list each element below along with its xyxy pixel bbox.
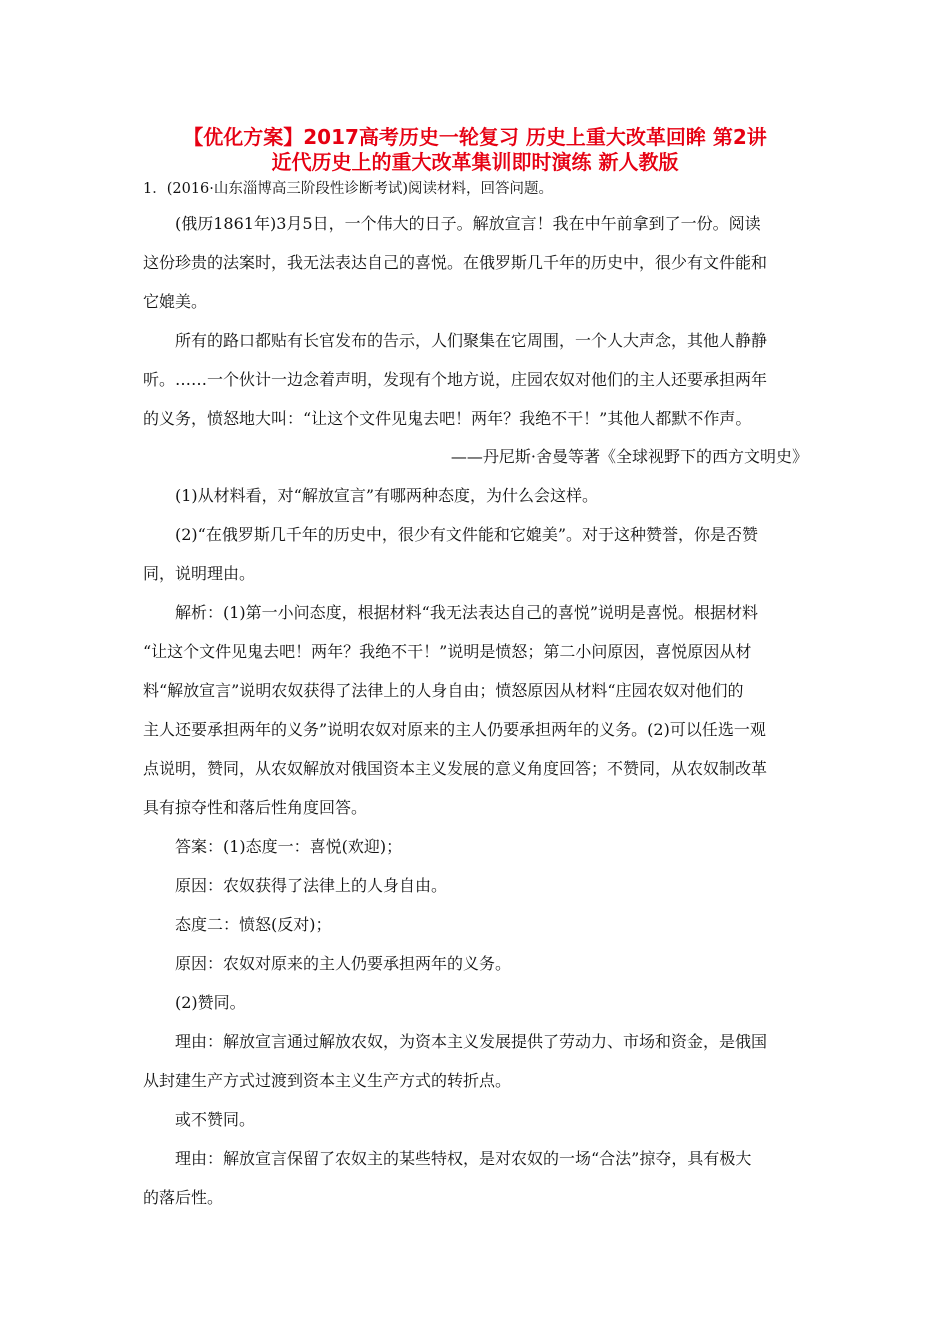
answer-line-1: 答案：(1)态度一：喜悦(欢迎)； xyxy=(143,837,403,856)
material-paragraph-1-line-3: 它媲美。 xyxy=(143,292,208,311)
answer-line-8: 或不赞同。 xyxy=(143,1110,256,1129)
material-source: ——丹尼斯·舍曼等著《全球视野下的西方文明史》 xyxy=(450,447,808,466)
analysis-line-3: 料“解放宣言”说明农奴获得了法律上的人身自由；愤怒原因从材料“庄园农奴对他们的 xyxy=(143,681,744,700)
question-1: (1)从材料看，对“解放宣言”有哪两种态度，为什么会这样。 xyxy=(143,486,599,505)
material-paragraph-1-line-1: (俄历1861年)3月5日，一个伟大的日子。解放宣言！我在中午前拿到了一份。阅读 xyxy=(143,214,761,233)
analysis-line-2: “让这个文件见鬼去吧！两年？我绝不干！”说明是愤怒；第二小问原因，喜悦原因从材 xyxy=(143,642,752,661)
analysis-line-1: 解析：(1)第一小问态度，根据材料“我无法表达自己的喜悦”说明是喜悦。根据材料 xyxy=(143,603,759,622)
material-paragraph-2-line-1: 所有的路口都贴有长官发布的告示，人们聚集在它周围，一个人大声念，其他人静静 xyxy=(143,331,768,350)
question-2-line-2: 同，说明理由。 xyxy=(143,564,256,583)
answer-line-3: 态度二：愤怒(反对)； xyxy=(143,915,332,934)
answer-line-2: 原因：农奴获得了法律上的人身自由。 xyxy=(143,876,448,895)
material-paragraph-1-line-2: 这份珍贵的法案时，我无法表达自己的喜悦。在俄罗斯几千年的历史中，很少有文件能和 xyxy=(143,253,768,272)
material-paragraph-2-line-3: 的义务，愤怒地大叫：“让这个文件见鬼去吧！两年？我绝不干！”其他人都默不作声。 xyxy=(143,409,752,428)
analysis-line-4: 主人还要承担两年的义务”说明农奴对原来的主人仍要承担两年的义务。(2)可以任选一观 xyxy=(143,720,766,739)
material-paragraph-2-line-2: 听。……一个伙计一边念着声明，发现有个地方说，庄园农奴对他们的主人还要承担两年 xyxy=(143,370,768,389)
answer-line-4: 原因：农奴对原来的主人仍要承担两年的义务。 xyxy=(143,954,512,973)
answer-line-6: 理由：解放宣言通过解放农奴，为资本主义发展提供了劳动力、市场和资金，是俄国 xyxy=(143,1032,768,1051)
analysis-line-6: 具有掠夺性和落后性角度回答。 xyxy=(143,798,368,817)
answer-line-5: (2)赞同。 xyxy=(143,993,246,1012)
document-title-line-2: 近代历史上的重大改革集训即时演练 新人教版 xyxy=(271,150,679,174)
question-header: 1．(2016·山东淄博高三阶段性诊断考试)阅读材料，回答问题。 xyxy=(143,181,554,197)
document-title-line-1: 【优化方案】2017高考历史一轮复习 历史上重大改革回眸 第2讲 xyxy=(183,125,767,149)
question-2-line-1: (2)“在俄罗斯几千年的历史中，很少有文件能和它媲美”。对于这种赞誉，你是否赞 xyxy=(143,525,759,544)
answer-line-7: 从封建生产方式过渡到资本主义生产方式的转折点。 xyxy=(143,1071,512,1090)
answer-line-10: 的落后性。 xyxy=(143,1188,224,1207)
analysis-line-5: 点说明，赞同，从农奴解放对俄国资本主义发展的意义角度回答；不赞同，从农奴制改革 xyxy=(143,759,768,778)
answer-line-9: 理由：解放宣言保留了农奴主的某些特权，是对农奴的一场“合法”掠夺，具有极大 xyxy=(143,1149,752,1168)
